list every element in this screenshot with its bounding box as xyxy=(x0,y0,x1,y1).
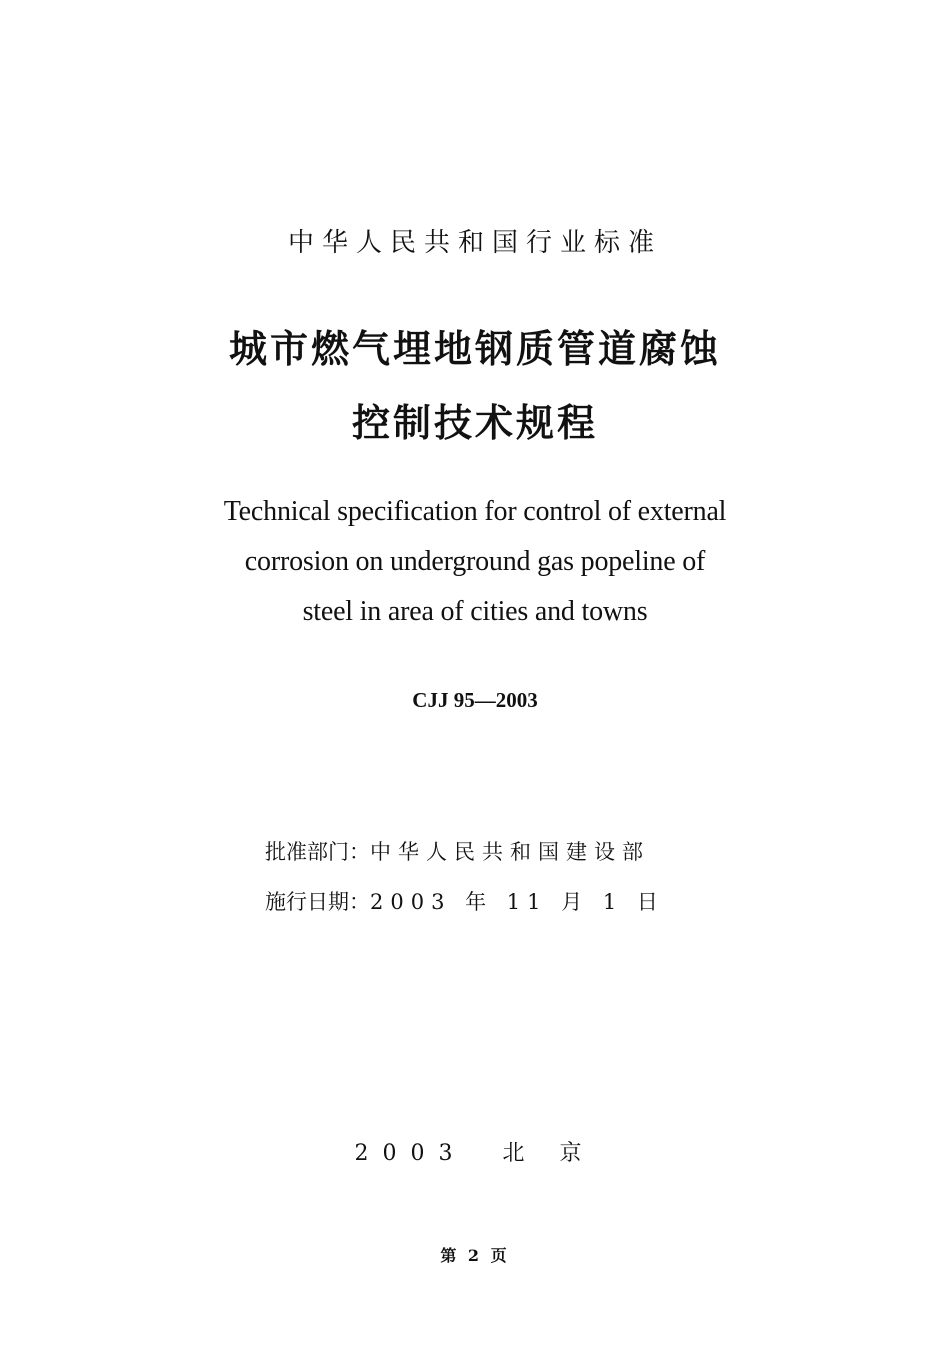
document-title-line-1: 城市燃气埋地钢质管道腐蚀 xyxy=(228,327,721,371)
english-title-line-2: corrosion on underground gas popeline of xyxy=(244,546,706,577)
approval-label: 批准部门： xyxy=(265,840,370,864)
standard-category: 中华人民共和国行业标准 xyxy=(287,228,662,258)
english-title-line-1: Technical specification for control of external xyxy=(223,496,727,527)
effective-label: 施行日期： xyxy=(265,890,370,914)
standard-code: CJJ 95—2003 xyxy=(412,688,538,712)
approval-value: 中华人民共和国建设部 xyxy=(370,840,650,864)
english-title-line-3: steel in area of cities and towns xyxy=(302,596,648,627)
document-title-line-2: 控制技术规程 xyxy=(351,401,598,445)
page-number: 第 2 页 xyxy=(440,1246,510,1265)
effective-date xyxy=(265,886,665,916)
publication-imprint: 2003 北 京 xyxy=(354,1141,596,1166)
effective-value: 2003 年 11 月 1 日 xyxy=(370,890,665,914)
approval-department xyxy=(265,836,650,866)
